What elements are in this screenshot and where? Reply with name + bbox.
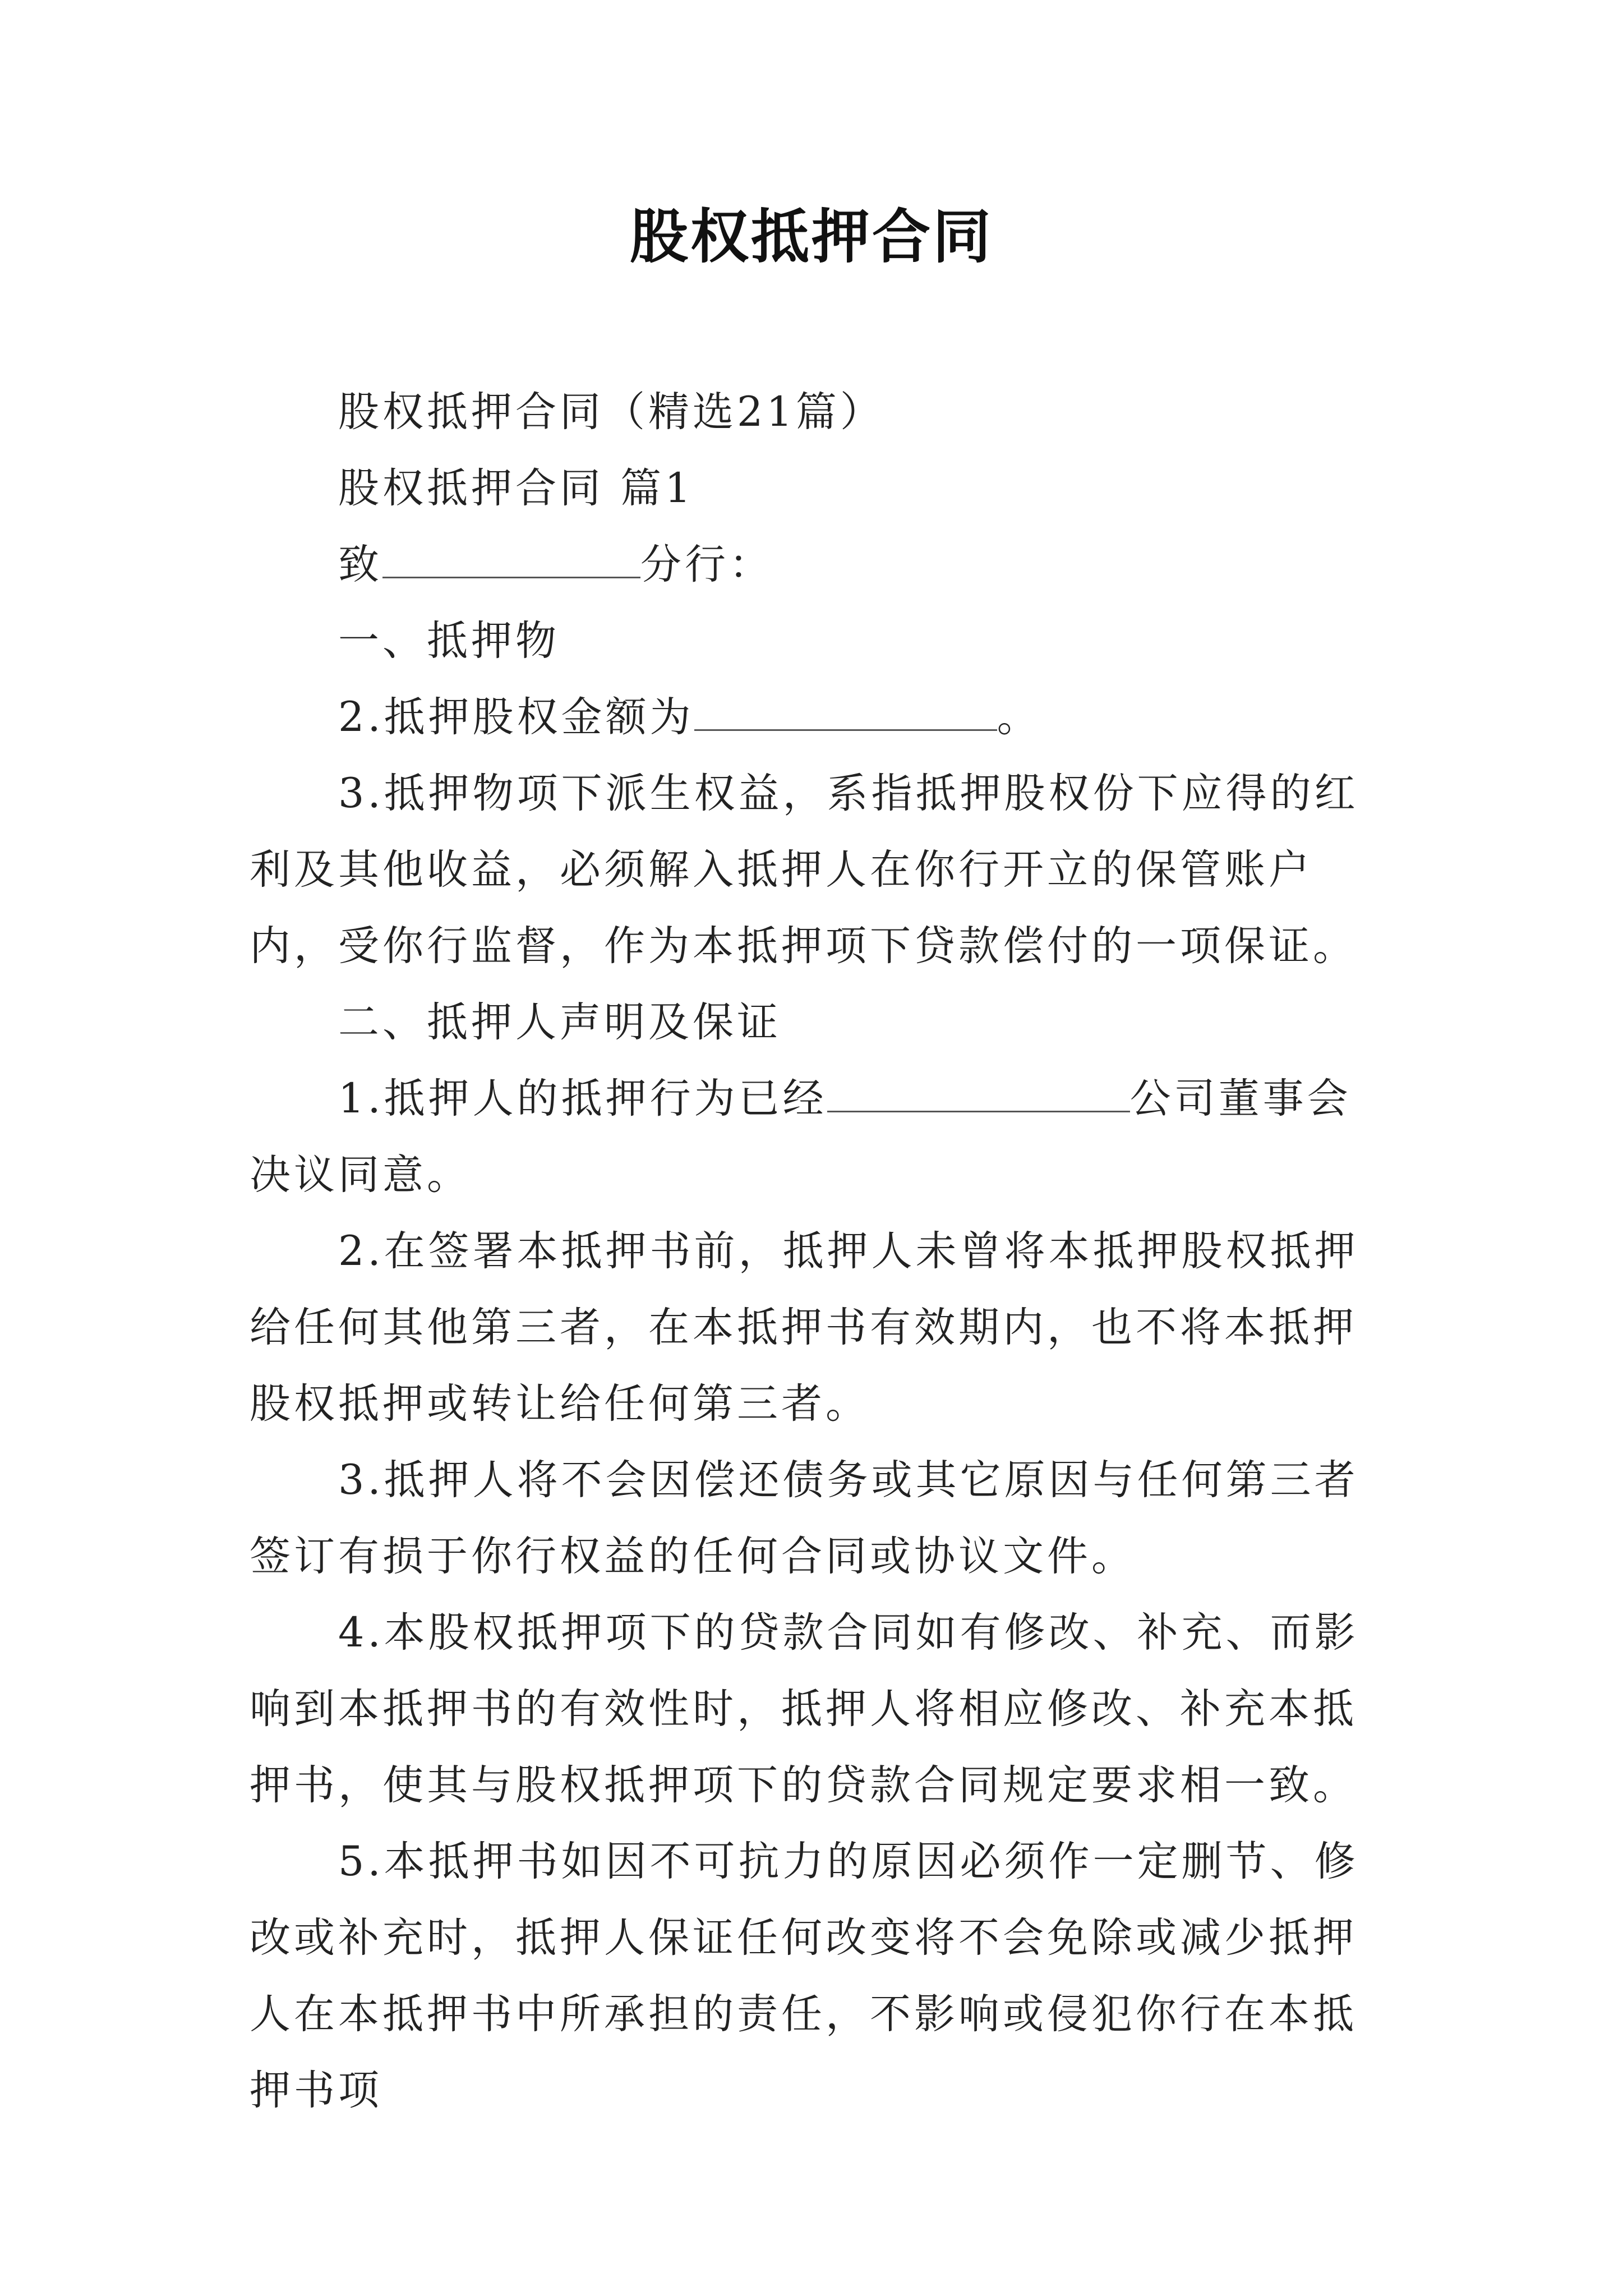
- document-title: 股权抵押合同: [629, 203, 993, 271]
- clause-board-approval-text: 1.抵押人的抵押行为已经: [338, 1075, 827, 1122]
- section-heading-declarations: 二、抵押人声明及保证: [338, 999, 781, 1046]
- clause-collateral-amount-text: 2.抵押股权金额为: [338, 693, 694, 741]
- clause-no-prior-pledge: 2.在签署本抵押书前，抵押人未曾将本抵押股权抵押给任何其他第三者，在本抵押书有效期内，也不将本抵押股权抵押或转让给任何第三者。: [250, 1227, 1359, 1428]
- clause-collateral-amount: [250, 679, 1380, 756]
- addressee-prefix: 致: [338, 541, 382, 588]
- branch-name-blank: [382, 534, 640, 578]
- clause-board-approval-end: 公司董事会决议同意。: [250, 1075, 1352, 1199]
- addressee-suffix: 分行：: [640, 541, 773, 588]
- company-name-blank: [827, 1068, 1130, 1112]
- subtitle-paragraph: 股权抵押合同（精选21篇）: [338, 388, 884, 436]
- clause-no-adverse-contracts: 3.抵押人将不会因偿还债务或其它原因与任何第三者签订有损于你行权益的任何合同或协议文件。: [250, 1456, 1359, 1580]
- clause-derived-rights: 3.抵押物项下派生权益，系指抵押股权份下应得的红利及其他收益，必须解入抵押人在你行开立的保管账户内，受你行监督，作为本抵押项下贷款偿付的一项保证。: [250, 770, 1359, 970]
- clause-amendments: 4.本股权抵押项下的贷款合同如有修改、补充、而影响到本抵押书的有效性时，抵押人将相应修改、补充本抵押书，使其与股权抵押项下的贷款合同规定要求相一致。: [250, 1609, 1359, 1809]
- amount-blank: [694, 687, 997, 731]
- addressee-line: [250, 527, 1380, 603]
- clause-force-majeure: 5.本抵押书如因不可抗力的原因必须作一定删节、修改或补充时，抵押人保证任何改变将不会免除或减少抵押人在本抵押书中所承担的责任，不影响或侵犯你行在本抵押书项: [250, 1838, 1359, 2114]
- document-body: [250, 374, 1380, 2129]
- section-heading-collateral: 一、抵押物: [338, 617, 560, 665]
- clause-board-approval: [250, 1061, 1380, 1213]
- clause-collateral-amount-end: 。: [997, 693, 1041, 741]
- section-heading-article-1: 股权抵押合同 篇1: [338, 464, 694, 512]
